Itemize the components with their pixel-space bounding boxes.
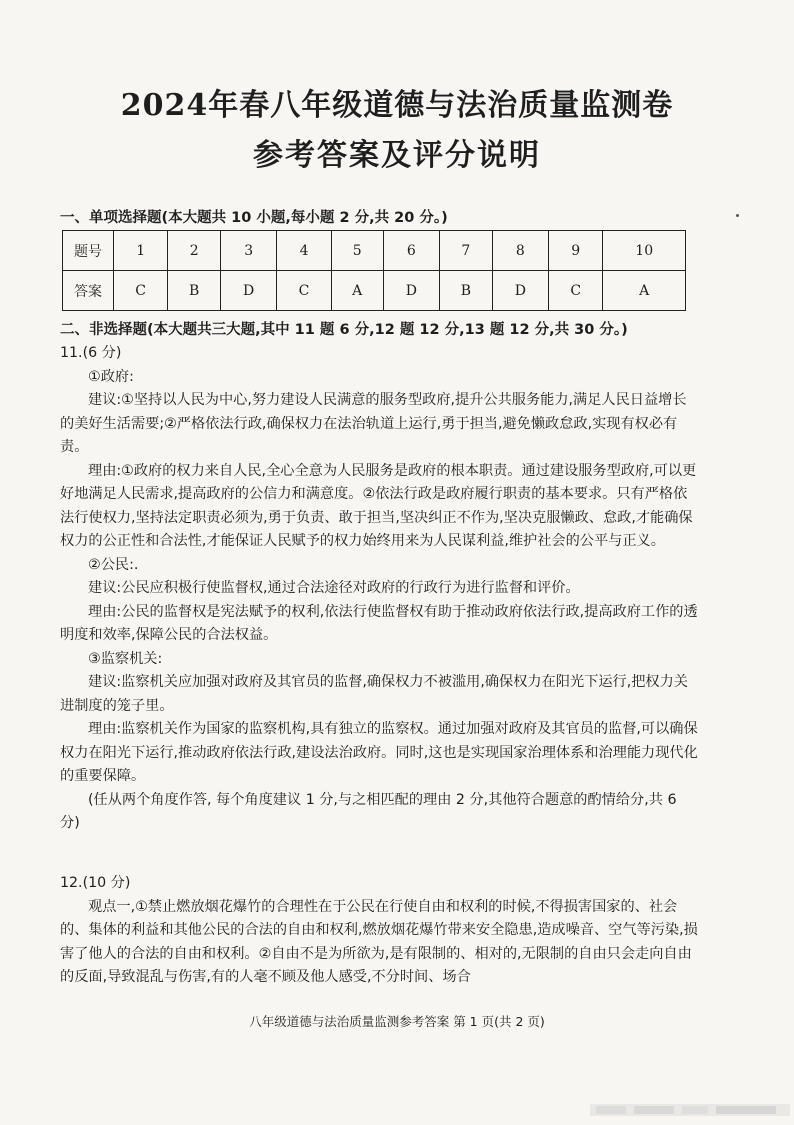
answer-table-answer-row: [63, 271, 686, 311]
question-number-cell: 2: [168, 231, 221, 271]
number-row-label: 题号: [63, 231, 114, 271]
government-reason: 理由:①政府的权力来自人民,全心全意为人民服务是政府的根本职责。通过建设服务型政府,可以更好地满足人民需求,提高政府的公信力和满意度。②依法行政是政府履行职责的基本要求。只有严格依法行使权力,坚持法定职责必须为,勇于负责、敢于担当,坚决纠正不作为,坚决克服懒政、怠政,才能确保权力的公正性和合法性,才能保证人民赋予的权力始终用来为人民谋利益,维护社会的公平与正义。: [60, 462, 697, 549]
scan-watermark-graphic: [590, 1100, 790, 1118]
citizen-suggestion: 建议:公民应积极行使监督权,通过合法途径对政府的行政行为进行监督和评价。: [88, 580, 580, 596]
question-number-cell: 10: [603, 231, 686, 271]
government-heading: ①政府:: [88, 368, 134, 385]
answer-table-number-row: [63, 231, 686, 271]
page-subtitle: 参考答案及评分说明: [253, 138, 541, 173]
supervisory-heading: ③监察机关:: [88, 650, 163, 667]
question-number-cell: 6: [383, 231, 439, 271]
answer-cell: C: [549, 271, 603, 311]
scoring-note: (任从两个角度作答, 每个角度建议 1 分,与之相匹配的理由 2 分,其他符合题意的酌情给分,共 6 分): [60, 791, 677, 831]
answer-cell: A: [603, 271, 686, 311]
question-number-cell: 5: [331, 231, 383, 271]
question-11-block: [60, 342, 700, 836]
viewpoint-one: 观点一,①禁止燃放烟花爆竹的合理性在于公民在行使自由和权利的时候,不得损害国家的、社会的、集体的利益和其他公民的合法的自由和权利,燃放烟花爆竹带来安全隐患,造成噪音、空气等污染,损害了他人的合法的自由和权利。②自由不是为所欲为,是有限制的、相对的,无限制的自由只会走向自由的反面,导致混乱与伤害,有的人毫不顾及他人感受,不分时间、场合: [60, 898, 698, 985]
answer-table: [62, 230, 686, 311]
question-12-label: 12.(10 分): [60, 875, 131, 891]
section2-heading: 二、非选择题(本大题共三大题,其中 11 题 6 分,12 题 12 分,13 题 12 分,共 30 分。): [60, 322, 628, 338]
answer-row-label: 答案: [63, 271, 114, 311]
government-suggestion: 建议:①坚持以人民为中心,努力建设人民满意的服务型政府,提升公共服务能力,满足人民日益增长的美好生活需要;②严格依法行政,确保权力在法治轨道上运行,勇于担当,避免懒政怠政,实现有权必有责。: [60, 392, 687, 455]
answer-cell: D: [220, 271, 276, 311]
citizen-heading: ②公民:.: [88, 556, 139, 573]
question-number-cell: 8: [492, 231, 548, 271]
answer-cell: C: [114, 271, 168, 311]
question-number-cell: 9: [549, 231, 603, 271]
question-number-cell: 4: [277, 231, 331, 271]
page-title: 2024年春八年级道德与法治质量监测卷: [120, 88, 674, 123]
supervisory-suggestion: 建议:监察机关应加强对政府及其官员的监督,确保权力不被滥用,确保权力在阳光下运行,把权力关进制度的笼子里。: [60, 674, 688, 714]
page-footer: 八年级道德与法治质量监测参考答案 第 1 页(共 2 页): [249, 1014, 545, 1029]
question-12-block: [60, 872, 700, 990]
answer-cell: B: [168, 271, 221, 311]
question-number-cell: 1: [114, 231, 168, 271]
supervisory-reason: 理由:监察机关作为国家的监察机构,具有独立的监察权。通过加强对政府及其官员的监督,可以确保权力在阳光下运行,推动政府依法行政,建设法治政府。同时,这也是实现国家治理体系和治理能力现代化的重要保障。: [60, 721, 698, 784]
question-number-cell: 3: [220, 231, 276, 271]
answer-cell: D: [492, 271, 548, 311]
answer-cell: A: [331, 271, 383, 311]
answer-cell: B: [440, 271, 493, 311]
answer-cell: D: [383, 271, 439, 311]
section1-heading: 一、单项选择题(本大题共 10 小题,每小题 2 分,共 20 分。): [60, 210, 448, 226]
answer-cell: C: [277, 271, 331, 311]
question-11-label: 11.(6 分): [60, 345, 122, 361]
scan-speck: [736, 214, 739, 217]
question-number-cell: 7: [440, 231, 493, 271]
citizen-reason: 理由:公民的监督权是宪法赋予的权利,依法行使监督权有助于推动政府依法行政,提高政府工作的透明度和效率,保障公民的合法权益。: [60, 603, 698, 643]
